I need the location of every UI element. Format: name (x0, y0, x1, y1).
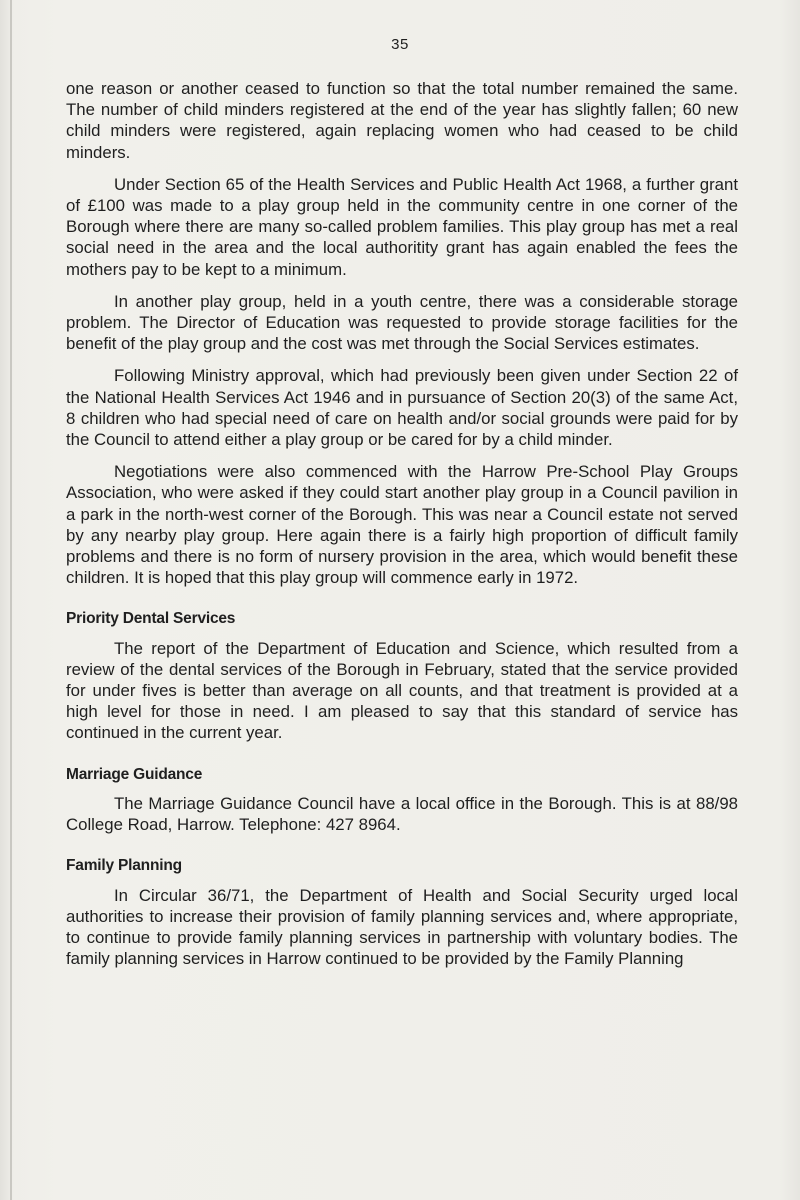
paragraph-dental-report: The report of the Department of Education and Science, which resulted from a review of the dental services of the Borough in February, stated that the service provided for under fives is better than average on all counts, and that treatment is provided at a high level for those in need. I am pleased to say that this standard of service has continued in the current year. (66, 638, 738, 743)
paragraph-section-65-grant: Under Section 65 of the Health Services and Public Health Act 1968, a further grant of £100 was made to a play group held in the community centre in one corner of the Borough where there are many so-called problem families. This play group has met a real social need in the area and the local authoritity grant has again enabled the fees the mothers pay to be kept to a minimum. (66, 174, 738, 279)
heading-marriage-guidance: Marriage Guidance (66, 765, 203, 783)
paragraph-family-planning: In Circular 36/71, the Department of Health and Social Security urged local authorities to increase their provision of family planning services and, where appropriate, to continue to provide family planning services in partnership with voluntary bodies. The family planning services in Harrow continued to be provided by the Family Planning (66, 885, 738, 969)
paragraph-storage-problem: In another play group, held in a youth centre, there was a considerable storage problem. The Director of Education was requested to provide storage facilities for the benefit of the play group and the cost was met through the Social Services estimates. (66, 291, 738, 354)
page-body (66, 78, 738, 980)
heading-priority-dental-services: Priority Dental Services (66, 610, 236, 628)
heading-family-planning: Family Planning (66, 857, 182, 875)
paragraph-negotiations: Negotiations were also commenced with the Harrow Pre-School Play Groups Association, who were asked if they could start another play group in a Council pavilion in a park in the north-west corner of the Borough. This was near a Council estate not served by any nearby play group. Here again there is a fairly high proportion of difficult family problems and there is no form of nursery provision in the area, which would benefit these children. It is hoped that this play group will commence early in 1972. (66, 462, 738, 588)
page-number: 35 (391, 36, 409, 53)
paragraph-marriage-guidance: The Marriage Guidance Council have a local office in the Borough. This is at 88/98 College Road, Harrow. Telephone: 427 8964. (66, 793, 738, 835)
paragraph-continuation: one reason or another ceased to function so that the total number remained the same. The number of child minders registered at the end of the year has slightly fallen; 60 new child minders were registered, again replacing women who had ceased to be child minders. (66, 79, 738, 162)
page-spine-edge (10, 0, 12, 1200)
paragraph-ministry-approval: Following Ministry approval, which had previously been given under Section 22 of the National Health Services Act 1946 and in pursuance of Section 20(3) of the same Act, 8 children who had special need of care on health and/or social grounds were paid for by the Council to attend either a play group or be cared for by a child minder. (66, 366, 738, 450)
